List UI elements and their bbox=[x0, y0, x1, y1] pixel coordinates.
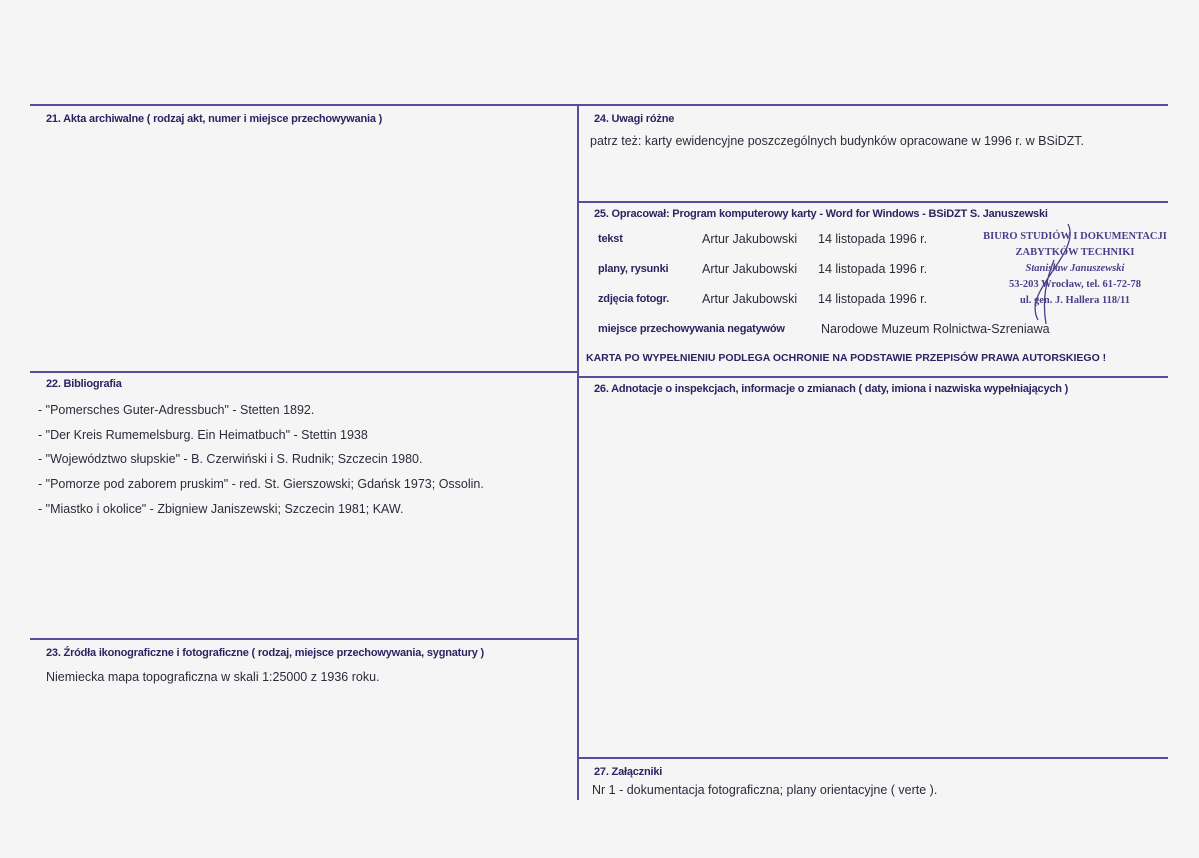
author-name: Artur Jakubowski bbox=[702, 262, 798, 276]
stamp-line: ZABYTKÓW TECHNIKI bbox=[1015, 247, 1135, 258]
author-date: 14 listopada 1996 r. bbox=[818, 292, 928, 306]
author-date: 14 listopada 1996 r. bbox=[818, 262, 928, 276]
section-23-label: 23. Źródła ikonograficzne i fotograficzne ( rodzaj, miejsce przechowywania, sygnatury ) bbox=[46, 647, 484, 659]
role-zdjecia: zdjęcia fotogr. bbox=[598, 293, 669, 305]
section-25-label: 25. Opracował: Program komputerowy karty - Word for Windows - BSiDZT S. Januszewski bbox=[594, 208, 1048, 220]
rule-22-23 bbox=[30, 638, 577, 640]
stamp-line: BIURO STUDIÓW I DOKUMENTACJI bbox=[983, 231, 1167, 242]
stamp-line: Stanisław Januszewski bbox=[1025, 263, 1125, 274]
author-name: Artur Jakubowski bbox=[702, 292, 798, 306]
center-divider bbox=[577, 104, 579, 800]
author-date: 14 listopada 1996 r. bbox=[818, 232, 928, 246]
rule-24-25 bbox=[577, 201, 1168, 203]
bibliography-item: - "Miastko i okolice" - Zbigniew Janiszewski; Szczecin 1981; KAW. bbox=[38, 502, 404, 516]
section-27-text: Nr 1 - dokumentacja fotograficzna; plany orientacyjne ( verte ). bbox=[592, 783, 938, 797]
top-rule bbox=[30, 104, 1168, 106]
section-27-label: 27. Załączniki bbox=[594, 766, 663, 778]
stamp-line: ul. gen. J. Hallera 118/11 bbox=[1020, 295, 1130, 306]
role-tekst: tekst bbox=[598, 233, 623, 245]
negatives-label: miejsce przechowywania negatywów bbox=[598, 323, 785, 335]
section-24-label: 24. Uwagi różne bbox=[594, 113, 675, 125]
rule-26-27 bbox=[577, 757, 1168, 759]
bibliography-item: - "Der Kreis Rumemelsburg. Ein Heimatbuch" - Stettin 1938 bbox=[38, 428, 368, 442]
rule-21-22 bbox=[30, 371, 577, 373]
bibliography-item: - "Pomersches Guter-Adressbuch" - Stetten 1892. bbox=[38, 403, 315, 417]
bibliography-item: - "Pomorze pod zaborem pruskim" - red. St. Gierszowski; Gdańsk 1973; Ossolin. bbox=[38, 477, 484, 491]
section-23-text: Niemiecka mapa topograficzna w skali 1:25000 z 1936 roku. bbox=[46, 670, 380, 684]
role-plany: plany, rysunki bbox=[598, 263, 669, 275]
section-26-label: 26. Adnotacje o inspekcjach, informacje o zmianach ( daty, imiona i nazwiska wypełniających ) bbox=[594, 383, 1069, 395]
author-name: Artur Jakubowski bbox=[702, 232, 798, 246]
section-24-text: patrz też: karty ewidencyjne poszczególnych budynków opracowane w 1996 r. w BSiDZT. bbox=[590, 134, 1084, 148]
section-22-label: 22. Bibliografia bbox=[46, 378, 122, 390]
stamp-line: 53-203 Wrocław, tel. 61-72-78 bbox=[1008, 279, 1142, 290]
rule-25-26 bbox=[577, 376, 1168, 378]
negatives-location: Narodowe Muzeum Rolnictwa-Szreniawa bbox=[821, 322, 1050, 336]
section-21-label: 21. Akta archiwalne ( rodzaj akt, numer i miejsce przechowywania ) bbox=[46, 113, 383, 125]
signature-scribble bbox=[1010, 220, 1090, 330]
copyright-warning: KARTA PO WYPEŁNIENIU PODLEGA OCHRONIE NA PODSTAWIE PRZEPISÓW PRAWA AUTORSKIEGO ! bbox=[586, 352, 1107, 364]
bibliography-item: - "Województwo słupskie" - B. Czerwiński i S. Rudnik; Szczecin 1980. bbox=[38, 452, 423, 466]
